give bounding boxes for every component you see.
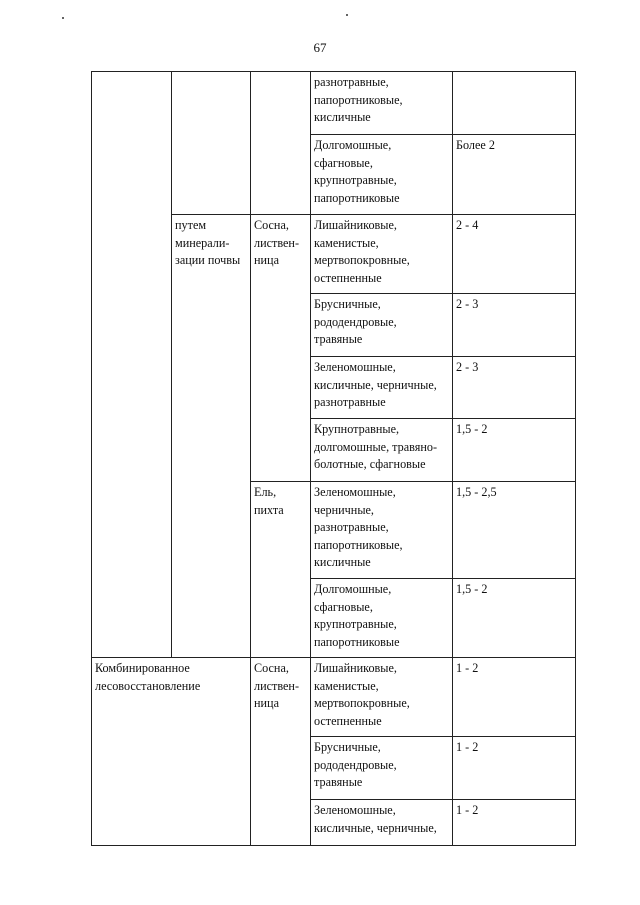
value-cell: 1 - 2 — [453, 737, 576, 800]
forest-type-cell: Брусничные, рододендровые, травяные — [311, 737, 453, 800]
table-row — [92, 658, 576, 737]
species-cell: Ель, пихта — [251, 482, 311, 658]
forest-type-cell: Зеленомошные, кисличные, черничные, — [311, 800, 453, 846]
method-cell: путем минерали- зации почвы — [172, 215, 251, 658]
scan-speck — [346, 14, 348, 16]
scan-speck — [62, 17, 64, 19]
value-cell: 2 - 3 — [453, 294, 576, 357]
value-cell: 1,5 - 2,5 — [453, 482, 576, 579]
forest-type-cell: Лишайниковые, каменистые, мертвопокровные, остепненные — [311, 658, 453, 737]
forest-type-cell: разнотравные, папоротниковые, кисличные — [311, 72, 453, 135]
species-cell: Сосна, листвен- ница — [251, 215, 311, 482]
group-cell — [92, 72, 172, 658]
species-cell: Сосна, листвен- ница — [251, 658, 311, 846]
value-cell: 1 - 2 — [453, 658, 576, 737]
value-cell: 1,5 - 2 — [453, 579, 576, 658]
forest-type-cell: Долгомошные, сфагновые, крупнотравные, папоротниковые — [311, 135, 453, 215]
value-cell: Более 2 — [453, 135, 576, 215]
forest-type-cell: Зеленомошные, кисличные, черничные, разнотравные — [311, 357, 453, 419]
forest-restoration-table — [91, 71, 576, 846]
method-cell — [172, 72, 251, 215]
value-cell: 2 - 4 — [453, 215, 576, 294]
group-cell: Комбинированное лесовосстановление — [92, 658, 251, 846]
forest-type-cell: Зеленомошные, черничные, разнотравные, папоротниковые, кисличные — [311, 482, 453, 579]
value-cell: 2 - 3 — [453, 357, 576, 419]
forest-type-cell: Долгомошные, сфагновые, крупнотравные, папоротниковые — [311, 579, 453, 658]
page-number: 67 — [313, 40, 327, 55]
value-cell: 1 - 2 — [453, 800, 576, 846]
value-cell — [453, 72, 576, 135]
value-cell: 1,5 - 2 — [453, 419, 576, 482]
species-cell — [251, 72, 311, 215]
forest-type-cell: Крупнотравные, долгомошные, травяно- болотные, сфагновые — [311, 419, 453, 482]
table-row — [92, 72, 576, 135]
forest-type-cell: Брусничные, рододендровые, травяные — [311, 294, 453, 357]
forest-type-cell: Лишайниковые, каменистые, мертвопокровные, остепненные — [311, 215, 453, 294]
